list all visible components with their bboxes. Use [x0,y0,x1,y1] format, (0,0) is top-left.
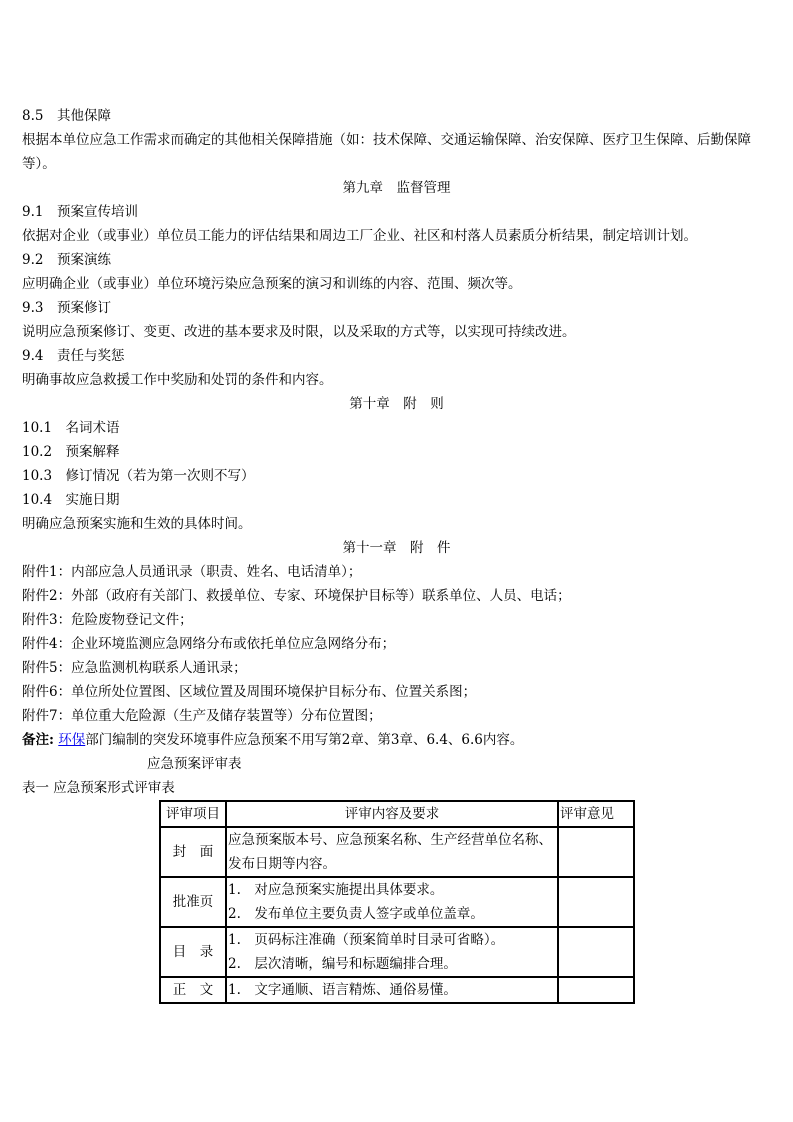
opinion-cell[interactable] [558,977,634,1003]
table-title: 应急预案评审表 [147,756,242,772]
section-heading: 10.1 名词术语 [22,420,120,436]
paragraph: 根据本单位应急工作需求而确定的其他相关保障措施（如：技术保障、交通运输保障、治安保障、医疗卫生保障、后勤保障等）。 [22,132,751,172]
content-cell [226,877,558,927]
note-text: 部门编制的突发环境事件应急预案不用写第2章、第3章、6.4、6.6内容。 [85,732,524,748]
paragraph: 明确事故应急救援工作中奖励和处罚的条件和内容。 [22,372,333,388]
note [22,728,771,752]
table-caption: 表一 应急预案形式评审表 [22,780,175,796]
chapter-heading: 第十章 附 则 [349,396,444,412]
table-header-row [160,801,634,827]
item-cell: 正 文 [160,977,226,1003]
paragraph: 应明确企业（或事业）单位环境污染应急预案的演习和训练的内容、范围、频次等。 [22,276,522,292]
note-link[interactable]: 环保 [58,732,86,748]
content-line: 1. 对应急预案实施提出具体要求。 [228,882,444,898]
content-line: 2. 发布单位主要负责人签字或单位盖章。 [228,906,484,922]
item-cell: 封 面 [160,827,226,877]
content-cell: 应急预案版本号、应急预案名称、生产经营单位名称、发布日期等内容。 [226,827,558,877]
table-row [160,977,634,1003]
opinion-cell[interactable] [558,827,634,877]
attachment-item: 附件3：危险废物登记文件； [22,612,193,628]
paragraph: 说明应急预案修订、变更、改进的基本要求及时限，以及采取的方式等，以实现可持续改进。 [22,324,576,340]
section-heading: 10.2 预案解释 [22,444,120,460]
section-heading: 10.4 实施日期 [22,492,120,508]
header-cell: 评审内容及要求 [226,801,558,827]
section-heading: 8.5 其他保障 [22,108,111,124]
opinion-cell[interactable] [558,927,634,977]
content-line: 2. 层次清晰，编号和标题编排合理。 [228,956,457,972]
table-row [160,927,634,977]
attachment-item: 附件6：单位所处位置图、区域位置及周围环境保护目标分布、位置关系图； [22,684,477,700]
attachment-item: 附件5：应急监测机构联系人通讯录； [22,660,247,676]
table-row [160,827,634,877]
attachment-item: 附件4：企业环境监测应急网络分布或依托单位应急网络分布； [22,636,396,652]
note-label: 备注: [22,732,54,748]
section-heading: 9.2 预案演练 [22,252,111,268]
header-cell: 评审意见 [558,801,634,827]
chapter-heading: 第十一章 附 件 [342,540,451,556]
section-heading: 9.4 责任与奖惩 [22,348,125,364]
review-table [159,800,635,1004]
section-heading: 10.3 修订情况（若为第一次则不写） [22,468,255,484]
table-row [160,877,634,927]
header-cell: 评审项目 [160,801,226,827]
content-cell [226,927,558,977]
opinion-cell[interactable] [558,877,634,927]
paragraph: 明确应急预案实施和生效的具体时间。 [22,516,252,532]
paragraph: 依据对企业（或事业）单位员工能力的评估结果和周边工厂企业、社区和村落人员素质分析结果，制定培训计划。 [22,228,697,244]
attachment-item: 附件2：外部（政府有关部门、救援单位、专家、环境保护目标等）联系单位、人员、电话； [22,588,571,604]
attachment-item: 附件1：内部应急人员通讯录（职责、姓名、电话清单）； [22,564,362,580]
content-cell: 1. 文字通顺、语言精炼、通俗易懂。 [226,977,558,1003]
item-cell: 目 录 [160,927,226,977]
section-heading: 9.3 预案修订 [22,300,111,316]
chapter-heading: 第九章 监督管理 [342,180,451,196]
section-heading: 9.1 预案宣传培训 [22,204,138,220]
item-cell: 批准页 [160,877,226,927]
attachment-item: 附件7：单位重大危险源（生产及储存装置等）分布位置图； [22,708,382,724]
content-line: 1. 页码标注准确（预案简单时目录可省略）。 [228,932,505,948]
